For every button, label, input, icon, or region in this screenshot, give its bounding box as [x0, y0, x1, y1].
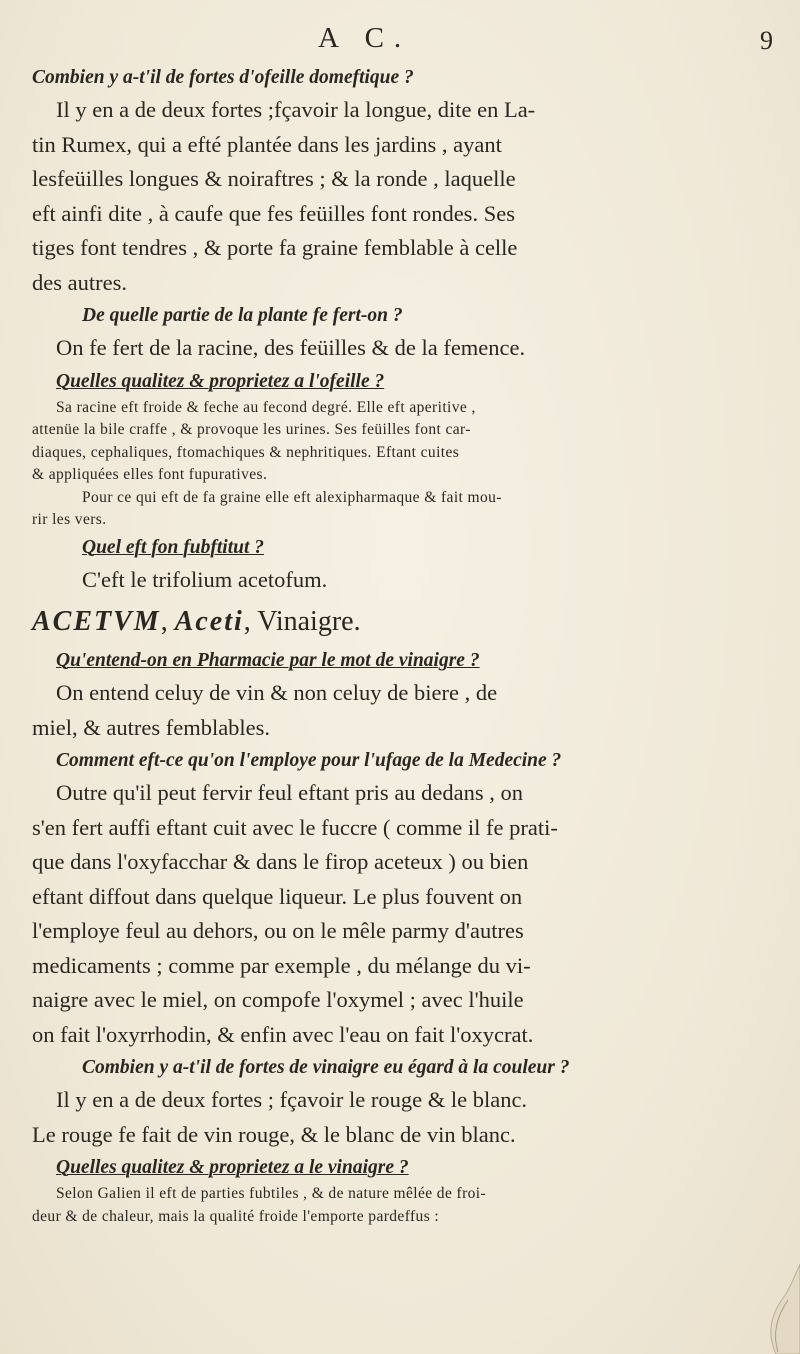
text-line: & appliquées elles font fupuratives. — [32, 466, 268, 483]
text-line: De quelle partie de la plante fe fert-on ? — [82, 305, 403, 326]
text-line: On entend celuy de vin & non celuy de biere , de — [56, 680, 498, 705]
text-line: Combien y a-t'il de fortes d'ofeille domeftique ? — [32, 67, 414, 88]
page-number: 9 — [760, 26, 773, 55]
text-line: lesfeüilles longues & noiraftres ; & la ronde , laquelle — [32, 166, 516, 191]
running-title: A C. — [318, 22, 412, 54]
text-line: des autres. — [32, 269, 127, 295]
text-line: Pour ce qui eft de fa graine elle eft alexipharmaque & fait mou- — [82, 488, 502, 506]
text-line: Sa racine eft froide & feche au fecond degré. Elle eft aperitive , — [56, 398, 476, 416]
text-line: Il y en a de deux fortes ; fçavoir le rouge & le blanc. — [56, 1087, 528, 1112]
text-line: Qu'entend-on en Pharmacie par le mot de vinaigre ? — [56, 650, 480, 671]
text-block-sorrel — [32, 62, 778, 597]
text-line: s'en fert auffi eftant cuit avec le fuccre ( comme il fe prati- — [32, 814, 558, 840]
text-line: Comment eft-ce qu'on l'employe pour l'ufage de la Medecine ? — [56, 750, 562, 771]
section-french-title: Vinaigre. — [257, 606, 361, 637]
section-genitive: Aceti — [174, 606, 244, 637]
text-line: Quelles qualitez & proprietez a le vinaigre ? — [56, 1157, 409, 1178]
text-line: Combien y a-t'il de fortes de vinaigre eu égard à la couleur ? — [82, 1057, 570, 1078]
text-line: eft ainfi dite , à caufe que fes feüilles font rondes. Ses — [32, 200, 515, 226]
section-heading: ACETVM, Aceti, Vinaigre. — [32, 606, 361, 637]
text-line: Le rouge fe fait de vin rouge, & le blanc de vin blanc. — [32, 1121, 516, 1147]
text-line: rir les vers. — [32, 511, 107, 528]
section-latin-title: ACETVM — [32, 606, 161, 637]
page-corner-curl — [756, 1264, 800, 1354]
text-line: Il y en a de deux fortes ;fçavoir la longue, dite en La- — [56, 97, 536, 122]
text-line: eftant diffout dans quelque liqueur. Le plus fouvent on — [32, 883, 523, 909]
text-line: attenüe la bile craffe , & provoque les urines. Ses feüilles font car- — [32, 421, 471, 438]
text-line: Outre qu'il peut fervir feul eftant pris au dedans , on — [56, 780, 524, 805]
text-line: On fe fert de la racine, des feüilles & de la femence. — [56, 335, 526, 360]
text-line: que dans l'oxyfacchar & dans le firop aceteux ) ou bien — [32, 849, 529, 874]
text-line: medicaments ; comme par exemple , du mélange du vi- — [32, 952, 531, 978]
text-line: C'eft le trifolium acetofum. — [82, 566, 328, 592]
page-header — [0, 22, 800, 62]
page-text — [32, 62, 778, 1228]
text-line: Quel eft fon fubftitut ? — [82, 536, 265, 558]
text-block-vinegar — [32, 645, 778, 1228]
text-line: tin Rumex, qui a efté plantée dans les jardins , ayant — [32, 131, 502, 157]
text-line: deur & de chaleur, mais la qualité froide l'emporte pardeffus : — [32, 1207, 440, 1225]
text-line: on fait l'oxyrrhodin, & enfin avec l'eau on fait l'oxycrat. — [32, 1021, 534, 1047]
text-line: naigre avec le miel, on compofe l'oxymel ; avec l'huile — [32, 987, 524, 1012]
text-line: diaques, cephaliques, ftomachiques & nephritiques. Eftant cuites — [32, 443, 460, 461]
text-line: l'employe feul au dehors, ou on le mêle parmy d'autres — [32, 918, 524, 943]
text-line: Selon Galien il eft de parties fubtiles , & de nature mêlée de froi- — [56, 1185, 487, 1202]
text-line: miel, & autres femblables. — [32, 714, 271, 740]
text-line: tiges font tendres , & porte fa graine femblable à celle — [32, 235, 518, 260]
text-line: Quelles qualitez & proprietez a l'ofeille ? — [56, 370, 385, 392]
